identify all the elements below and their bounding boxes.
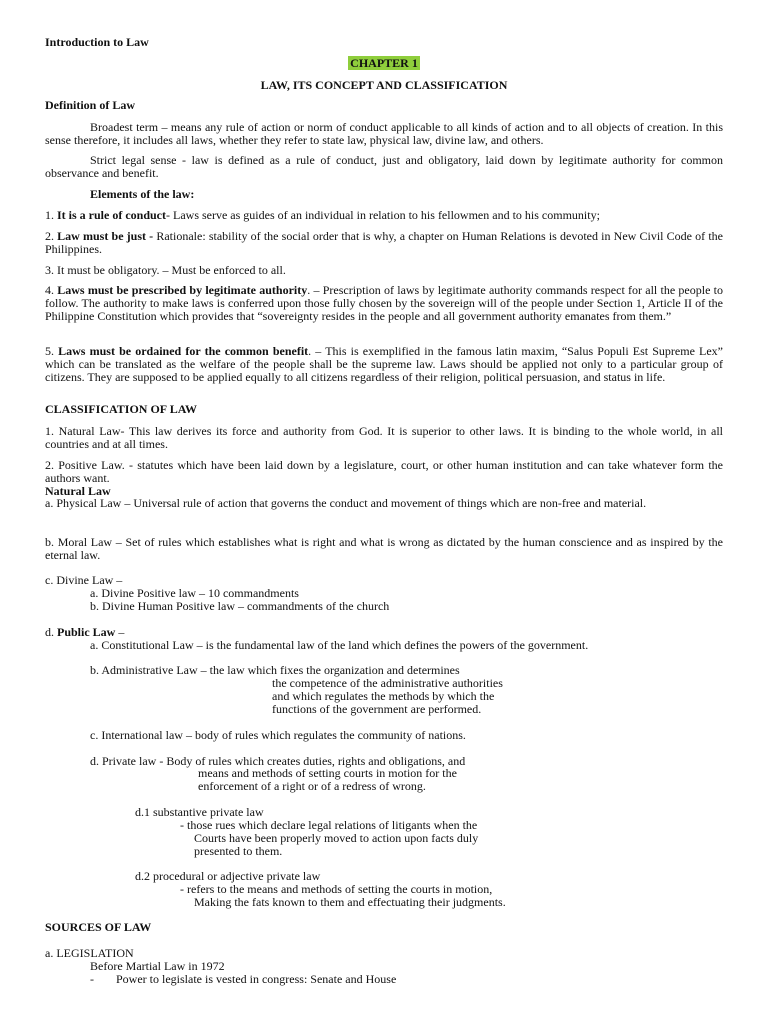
element-2-title: Law must be just - [57,229,154,243]
definition-strict: Strict legal sense - law is defined as a rule of conduct, just and obligatory, laid down by legitimate authority for common observance and benefit. [45,153,723,180]
private-law-line-1: d. Private law - Body of rules which creates duties, rights and obligations, and [90,754,466,768]
physical-law: a. Physical Law – Universal rule of action that governs the conduct and movement of things which are non-free and material. [45,496,647,510]
element-2-number: 2. [45,229,58,243]
element-1-title: It is a rule of conduct [57,208,166,222]
element-1 [45,209,723,222]
document-header: Introduction to Law [45,35,149,49]
sources-heading: SOURCES OF LAW [45,920,152,934]
substantive-desc-line-3: presented to them. [194,844,283,858]
elements-heading: Elements of the law: [90,187,195,201]
substantive-desc-line-1: - those rues which declare legal relations of litigants when the [180,818,478,832]
classification-positive-law: 2. Positive Law. - statutes which have been laid down by a legislature, court, or other human institution and can take whatever form the authors want. [45,458,723,485]
definition-broad: Broadest term – means any rule of action or norm of conduct applicable to all kinds of action and to all objects of creation. In this sense therefore, it includes all laws, whether they refer to state law, physical law, divine law, and others. [45,120,723,147]
element-5 [45,345,723,384]
public-law-prefix: d. [45,625,57,639]
administrative-law-line-2: the competence of the administrative authorities [272,676,503,690]
chapter-title: LAW, ITS CONCEPT AND CLASSIFICATION [260,78,508,92]
element-4-title: Laws must be prescribed by legitimate authority [57,283,308,297]
divine-law: c. Divine Law – [45,573,123,587]
procedural-private-law: d.2 procedural or adjective private law [135,869,321,883]
element-4 [45,284,723,323]
dash-bullet: - [90,972,94,986]
constitutional-law: a. Constitutional Law – is the fundamental law of the land which defines the powers of the government. [90,638,589,652]
element-3: 3. It must be obligatory. – Must be enforced to all. [45,263,286,277]
moral-law: b. Moral Law – Set of rules which establishes what is right and what is wrong as dictated by the human conscience and as inspired by the eternal law. [45,535,723,562]
classification-natural-law: 1. Natural Law- This law derives its force and authority from God. It is superior to other laws. It is binding to the whole world, in all countries and at all times. [45,424,723,451]
divine-positive-law: a. Divine Positive law – 10 commandments [90,586,299,600]
element-1-number: 1. [45,208,57,222]
administrative-law-line-1: b. Administrative Law – the law which fixes the organization and determines [90,663,460,677]
classification-heading: CLASSIFICATION OF LAW [45,402,198,416]
private-law-line-2: means and methods of setting courts in motion for the [198,766,457,780]
chapter-label [45,57,723,70]
substantive-private-law: d.1 substantive private law [135,805,264,819]
element-4-number: 4. [45,283,58,297]
element-5-title: Laws must be ordained for the common benefit [58,344,309,358]
divine-human-positive-law: b. Divine Human Positive law – commandments of the church [90,599,390,613]
before-martial-law: Before Martial Law in 1972 [90,959,225,973]
element-2 [45,230,723,256]
element-2-text: Rationale: stability of the social order that is why, a chapter on Human Relations is devoted in New Civil Code of the Philippines. [45,229,723,256]
administrative-law-line-4: functions of the government are performed. [272,702,482,716]
procedural-desc-line-1: - refers to the means and methods of setting the courts in motion, [180,882,493,896]
source-legislation: a. LEGISLATION [45,946,134,960]
element-5-number: 5. [45,344,59,358]
natural-law-heading: Natural Law [45,484,111,498]
substantive-desc-line-2: Courts have been properly moved to action upon facts duly [194,831,479,845]
element-4-text: . – Prescription of laws by legitimate authority commands respect for all the people to follow. The authority to make laws is conferred upon those fully chosen by the sovereign will of the people under Section 1, Article II of the Philippine Constitution which provides that “sovereignty resides in the people and all government authority emanates from them.” [45,283,724,323]
public-law-title: Public Law [57,625,116,639]
chapter-highlight: CHAPTER 1 [350,56,418,70]
element-1-text: - Laws serve as guides of an individual in relation to his fellowmen and to his community; [166,208,600,222]
definition-heading: Definition of Law [45,98,135,112]
international-law: c. International law – body of rules which regulates the community of nations. [90,728,466,742]
administrative-law-line-3: and which regulates the methods by which the [272,689,495,703]
public-law-suffix: – [115,625,125,639]
private-law-line-3: enforcement of a right or of a redress of wrong. [198,779,426,793]
procedural-desc-line-2: Making the fats known to them and effectuating their judgments. [194,895,506,909]
power-to-legislate: Power to legislate is vested in congress: Senate and House [116,972,397,986]
element-5-text: . – This is exemplified in the famous latin maxim, “Salus Populi Est Supreme Lex” which can be translated as the welfare of the people shall be the supreme law. Laws should be applied not only to a particular group of citizens. They are supposed to be applied equally to all citizens regardless of their religion, political persuasion, and status in life. [45,344,724,384]
